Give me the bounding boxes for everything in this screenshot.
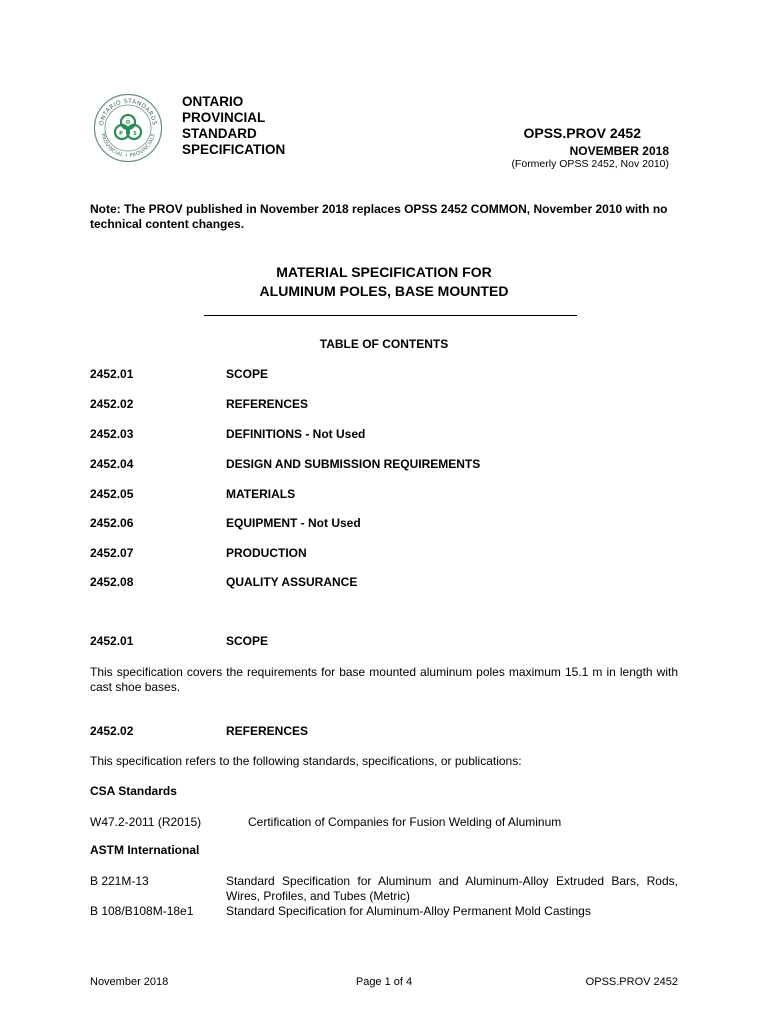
document-former-reference: (Formerly OPSS 2452, Nov 2010): [511, 158, 669, 170]
toc-item[interactable]: [90, 427, 690, 443]
document-number: OPSS.PROV 2452: [523, 125, 641, 141]
seal-letter-p: P: [119, 131, 123, 137]
toc-item[interactable]: [90, 546, 690, 562]
seal-letter-o: O: [125, 120, 131, 126]
section-number: 2452.01: [90, 634, 134, 648]
section-heading-references: [90, 724, 690, 740]
reference-description: Standard Specification for Aluminum-Alloy Permanent Mold Castings: [226, 904, 591, 918]
toc-item-number: 2452.07: [90, 546, 134, 560]
footer-date: November 2018: [90, 976, 169, 988]
section-number: 2452.02: [90, 724, 134, 738]
toc-item-title: DESIGN AND SUBMISSION REQUIREMENTS: [226, 457, 481, 471]
toc-item[interactable]: [90, 516, 690, 532]
seal-letter-s: S: [133, 131, 137, 137]
agency-line-1: ONTARIO: [182, 94, 244, 109]
toc-item-number: 2452.08: [90, 575, 134, 589]
toc-item-title: SCOPE: [226, 367, 269, 381]
reference-group-heading: CSA Standards: [90, 784, 177, 798]
agency-line-4: SPECIFICATION: [182, 142, 286, 157]
revision-note: Note: The PROV published in November 2018 replaces OPSS 2452 COMMON, November 2010 with no technical content changes.: [90, 202, 668, 231]
seal-text-top: ONTARIO STANDARDS: [98, 97, 158, 126]
title-line-2: ALUMINUM POLES, BASE MOUNTED: [259, 283, 509, 299]
toc-item[interactable]: [90, 487, 690, 503]
toc-item[interactable]: [90, 575, 690, 591]
title-divider: [204, 315, 577, 316]
agency-line-2: PROVINCIAL: [182, 110, 266, 125]
agency-line-3: STANDARD: [182, 126, 257, 141]
reference-description: Standard Specification for Aluminum and Aluminum-Alloy Extruded Bars, Rods, Wires, Profiles, and Tubes (Metric): [226, 874, 678, 903]
footer-document-number: OPSS.PROV 2452: [585, 976, 678, 988]
section-title: SCOPE: [226, 634, 269, 648]
reference-code: B 108/B108M-18e1: [90, 904, 194, 918]
reference-code: W47.2-2011 (R2015): [90, 815, 202, 829]
toc-item-title: EQUIPMENT - Not Used: [226, 516, 361, 530]
reference-description: Certification of Companies for Fusion Welding of Aluminum: [248, 815, 562, 829]
toc-item-title: QUALITY ASSURANCE: [226, 575, 358, 589]
section-title: REFERENCES: [226, 724, 309, 738]
document-date: NOVEMBER 2018: [569, 144, 669, 158]
toc-item-title: MATERIALS: [226, 487, 296, 501]
toc-item-number: 2452.01: [90, 367, 134, 381]
toc-item-number: 2452.04: [90, 457, 134, 471]
toc-item[interactable]: [90, 367, 690, 383]
toc-item[interactable]: [90, 397, 690, 413]
toc-item-number: 2452.05: [90, 487, 134, 501]
scope-paragraph: This specification covers the requirements for base mounted aluminum poles maximum 15.1 m in length with cast shoe bases.: [90, 665, 678, 694]
seal-text-bottom: PROVINCIAL • PROVINCIALE: [99, 132, 157, 160]
toc-item-title: REFERENCES: [226, 397, 309, 411]
toc-item-number: 2452.06: [90, 516, 134, 530]
toc-item-title: DEFINITIONS - Not Used: [226, 427, 366, 441]
title-line-1: MATERIAL SPECIFICATION FOR: [276, 264, 492, 280]
ops-seal-icon: [93, 93, 163, 163]
toc-item-number: 2452.03: [90, 427, 134, 441]
toc-item[interactable]: [90, 457, 690, 473]
reference-group-heading: ASTM International: [90, 843, 200, 857]
footer-page-number: Page 1 of 4: [355, 976, 413, 988]
toc-item-title: PRODUCTION: [226, 546, 307, 560]
toc-heading: TABLE OF CONTENTS: [319, 337, 449, 351]
reference-code: B 221M-13: [90, 874, 149, 888]
toc-item-number: 2452.02: [90, 397, 134, 411]
section-heading-scope: [90, 634, 690, 650]
references-intro: This specification refers to the following standards, specifications, or publications:: [90, 754, 522, 768]
